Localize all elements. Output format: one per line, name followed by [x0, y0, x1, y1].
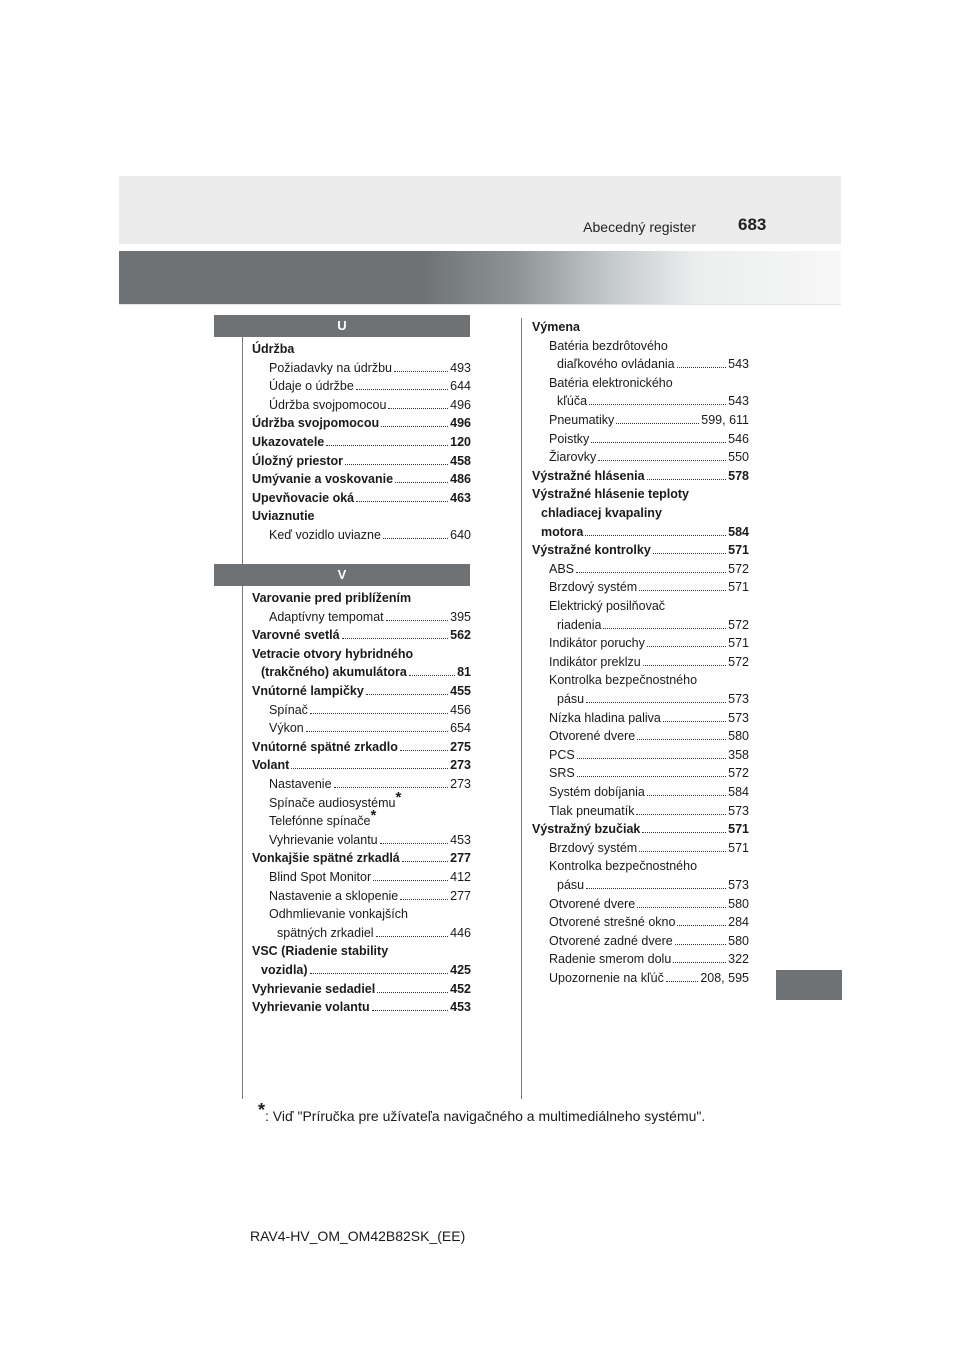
index-entry — [549, 430, 749, 448]
dot-leader — [642, 832, 726, 833]
entry-pages: 455 — [450, 684, 471, 698]
dot-leader — [380, 843, 449, 844]
dot-leader — [576, 572, 726, 573]
index-entry — [549, 802, 749, 820]
entry-label: Radenie smerom dolu — [549, 952, 672, 967]
index-entry — [549, 950, 749, 968]
index-entry — [549, 634, 749, 652]
dot-leader — [663, 721, 726, 722]
dot-leader — [637, 907, 726, 908]
index-entry — [269, 868, 471, 886]
dot-leader — [589, 404, 726, 405]
entry-pages: 452 — [450, 981, 471, 996]
entry-label: Otvorené zadné dvere — [549, 933, 673, 948]
entry-pages: 543 — [728, 394, 749, 409]
index-entry — [549, 337, 749, 355]
entry-pages: 208, 595 — [700, 971, 749, 985]
entry-pages: 573 — [728, 878, 749, 892]
entry-label: Výstražné hlásenia — [532, 468, 645, 483]
entry-pages: 277 — [450, 888, 471, 903]
entry-label: Vnútorné spätné zrkadlo — [252, 739, 398, 754]
index-entry — [252, 589, 471, 607]
index-entry — [252, 998, 471, 1016]
entry-label: Varovanie pred priblížením — [252, 591, 412, 605]
entry-pages: 571 — [728, 543, 749, 558]
entry-pages: 640 — [450, 528, 471, 542]
index-entry — [252, 980, 471, 998]
index-entry — [252, 470, 471, 488]
footnote-mark: * — [258, 1100, 266, 1120]
entry-pages: 486 — [450, 472, 471, 487]
entry-pages: 463 — [450, 490, 471, 505]
entry-pages: 284 — [728, 915, 749, 930]
entry-pages: 599, 611 — [701, 413, 749, 427]
footnote-star: * — [370, 807, 377, 825]
dot-leader — [677, 925, 726, 926]
index-entry — [269, 396, 471, 414]
entry-label: Indikátor preklzu — [549, 654, 641, 669]
index-entry — [269, 831, 471, 849]
index-entry — [549, 671, 749, 689]
index-entry — [252, 507, 471, 525]
dot-leader — [577, 758, 726, 759]
dot-leader — [636, 814, 726, 815]
index-entry — [252, 626, 471, 644]
entry-pages: 580 — [728, 729, 749, 744]
dot-leader — [598, 460, 726, 461]
index-entry — [269, 701, 471, 719]
document-code: RAV4-HV_OM_OM42B82SK_(EE) — [250, 1228, 466, 1244]
dot-leader — [345, 464, 448, 465]
index-entry — [269, 775, 471, 793]
index-entry — [549, 653, 749, 671]
entry-label: Indikátor poruchy — [549, 636, 645, 651]
column-divider — [521, 318, 522, 1099]
entry-label: Odhmlievanie vonkajších — [269, 907, 408, 922]
dot-leader — [643, 665, 726, 666]
index-entry — [549, 727, 749, 745]
entry-label: Údržba — [252, 342, 295, 356]
entry-label: Ukazovatele — [252, 435, 325, 449]
entry-label: Výmena — [532, 320, 580, 334]
dot-leader — [400, 750, 448, 751]
entry-pages: 573 — [728, 803, 749, 818]
index-entry — [557, 355, 749, 373]
index-entry — [252, 452, 471, 470]
dot-leader — [647, 479, 727, 480]
entry-pages: 412 — [450, 870, 471, 884]
entry-pages: 446 — [450, 925, 471, 940]
dot-leader — [639, 851, 726, 852]
index-entry — [549, 746, 749, 764]
index-entry — [549, 597, 749, 615]
entry-label: Blind Spot Monitor — [269, 870, 372, 884]
entry-pages: 120 — [450, 435, 471, 449]
entry-pages: 458 — [450, 453, 471, 468]
footnote — [258, 1100, 705, 1124]
index-entry — [557, 616, 749, 634]
entry-pages: 496 — [450, 397, 471, 412]
entry-label: VSC (Riadenie stability — [252, 944, 389, 959]
dot-leader — [356, 389, 448, 390]
entry-label: Pneumatiky — [549, 413, 615, 427]
entry-pages: 273 — [450, 758, 471, 773]
dot-leader — [677, 367, 727, 368]
entry-pages: 273 — [450, 777, 471, 791]
entry-pages: 358 — [728, 747, 749, 762]
gradient-bar — [119, 251, 841, 304]
entry-label: Výstražný bzučiak — [532, 822, 641, 837]
index-entry — [252, 645, 471, 663]
entry-pages: 578 — [728, 468, 749, 483]
dot-leader — [586, 702, 726, 703]
dot-leader — [326, 445, 448, 446]
dot-leader — [377, 992, 448, 993]
entry-label: Otvorené strešné okno — [549, 915, 676, 930]
entry-label: Úložný priestor — [252, 453, 343, 468]
entry-label: Kontrolka bezpečnostného — [549, 673, 698, 688]
entry-label: Nastavenie — [269, 777, 332, 791]
entry-label: Nastavenie a sklopenie — [269, 888, 399, 903]
entry-label: Žiarovky — [549, 450, 597, 465]
dot-leader — [306, 731, 448, 732]
entry-label: Vonkajšie spätné zrkadlá — [252, 851, 400, 866]
index-entry — [532, 541, 749, 559]
entry-pages: 550 — [728, 450, 749, 465]
index-entry — [252, 340, 471, 358]
entry-pages: 496 — [450, 416, 471, 431]
dot-leader — [647, 795, 726, 796]
entry-pages: 543 — [728, 357, 749, 372]
index-entry — [549, 839, 749, 857]
dot-leader — [666, 981, 699, 982]
dot-leader — [673, 962, 726, 963]
entry-label: Výstražné kontrolky — [532, 543, 651, 558]
dot-leader — [394, 371, 448, 372]
index-entry — [549, 411, 749, 429]
entry-label: Vyhrievanie sedadiel — [252, 981, 376, 996]
entry-pages: 453 — [450, 832, 471, 847]
index-entry — [269, 719, 471, 737]
entry-pages: 584 — [728, 524, 749, 539]
index-entry — [269, 905, 471, 923]
entry-label: Nízka hladina paliva — [549, 710, 661, 725]
index-entry — [557, 392, 749, 410]
entry-label: Systém dobíjania — [549, 785, 645, 799]
entry-label: Vetracie otvory hybridného — [252, 646, 414, 661]
entry-label: Upozornenie na kľúč — [549, 971, 664, 985]
index-entry — [269, 887, 471, 905]
entry-pages: 275 — [450, 739, 471, 754]
index-entry — [549, 560, 749, 578]
entry-label: Údržba svojpomocou — [252, 416, 380, 431]
dot-leader — [395, 482, 448, 483]
entry-label: Výstražné hlásenie teploty — [532, 487, 690, 502]
index-entry — [269, 807, 471, 830]
dot-leader — [402, 861, 448, 862]
index-entry — [549, 932, 749, 950]
page-number: 683 — [738, 215, 767, 234]
entry-label: chladiacej kvapaliny — [541, 506, 662, 520]
entry-label: Brzdový systém — [549, 580, 638, 595]
entry-label: Spínač — [269, 702, 308, 717]
dot-leader — [637, 739, 726, 740]
footnote-star: * — [395, 788, 402, 806]
index-entry — [549, 895, 749, 913]
index-entry — [532, 318, 749, 336]
index-entry — [549, 764, 749, 782]
dot-leader — [383, 538, 448, 539]
entry-label: Otvorené dvere — [549, 896, 636, 911]
entry-pages: 572 — [728, 617, 749, 632]
entry-label: Vyhrievanie volantu — [252, 1000, 370, 1015]
entry-label: Údržba svojpomocou — [269, 397, 387, 412]
entry-pages: 81 — [457, 665, 471, 680]
index-entry — [549, 448, 749, 466]
entry-pages: 425 — [450, 963, 471, 977]
dot-leader — [356, 501, 448, 502]
entry-label: Kontrolka bezpečnostného — [549, 859, 698, 874]
entry-label: Varovné svetlá — [252, 628, 340, 643]
index-entry — [252, 738, 471, 756]
index-entry — [252, 414, 471, 432]
dot-leader — [616, 423, 699, 424]
entry-pages: 584 — [728, 785, 749, 799]
entry-pages: 277 — [450, 851, 471, 866]
entry-pages: 573 — [728, 692, 749, 706]
index-entry — [541, 504, 749, 522]
dot-leader — [388, 408, 448, 409]
dot-leader — [366, 694, 448, 695]
dot-leader — [585, 535, 726, 536]
dot-leader — [376, 936, 449, 937]
entry-label: Adaptívny tempomat — [269, 609, 384, 624]
entry-label: Vnútorné lampičky — [252, 684, 364, 698]
index-entry — [269, 608, 471, 626]
entry-pages: 571 — [728, 822, 749, 837]
entry-label: Keď vozidlo uviazne — [269, 528, 381, 542]
letter-heading-u: U — [214, 315, 470, 337]
dot-leader — [386, 620, 448, 621]
dot-leader — [334, 787, 449, 788]
entry-label: Výkon — [269, 721, 304, 736]
dot-leader — [342, 638, 449, 639]
index-entry — [549, 783, 749, 801]
dot-leader — [591, 442, 726, 443]
index-entry — [557, 876, 749, 894]
header-rule — [119, 304, 841, 305]
entry-label: Uviaznutie — [252, 509, 315, 524]
entry-label: vozidla) — [261, 963, 308, 977]
index-entry — [252, 489, 471, 507]
entry-label: Poistky — [549, 431, 590, 446]
index-entry — [252, 849, 471, 867]
entry-label: motora — [541, 524, 584, 539]
dot-leader — [400, 899, 448, 900]
dot-leader — [675, 944, 726, 945]
entry-pages: 453 — [450, 1000, 471, 1015]
index-entry — [252, 942, 471, 960]
dot-leader — [409, 675, 455, 676]
dot-leader — [372, 1010, 449, 1011]
entry-label: pásu — [557, 692, 585, 706]
dot-leader — [639, 590, 726, 591]
entry-label: Otvorené dvere — [549, 729, 636, 744]
entry-label: Telefónne spínače — [269, 814, 371, 829]
index-entry — [277, 924, 471, 942]
entry-label: Upevňovacie oká — [252, 490, 355, 505]
section-title: Abecedný register — [583, 219, 696, 235]
index-entry — [549, 578, 749, 596]
entry-pages: 571 — [728, 840, 749, 855]
thumb-index-tab — [776, 970, 842, 1000]
entry-label: Umývanie a voskovanie — [252, 472, 394, 487]
entry-label: Batéria elektronického — [549, 375, 673, 390]
entry-pages: 493 — [450, 360, 471, 375]
dot-leader — [381, 426, 448, 427]
entry-label: SRS — [549, 766, 575, 781]
entry-label: riadenia — [557, 617, 602, 632]
entry-pages: 395 — [450, 609, 471, 624]
entry-label: Volant — [252, 758, 290, 773]
entry-label: Spínače audiosystému — [269, 795, 396, 810]
index-entry — [532, 467, 749, 485]
entry-label: Elektrický posilňovač — [549, 599, 666, 613]
index-entry — [549, 969, 749, 987]
entry-label: PCS — [549, 747, 575, 762]
entry-label: Tlak pneumatík — [549, 803, 635, 818]
entry-pages: 572 — [728, 654, 749, 669]
index-entry — [549, 913, 749, 931]
index-entry — [261, 663, 471, 681]
entry-label: Údaje o údržbe — [269, 379, 354, 394]
entry-label: Batéria bezdrôtového — [549, 338, 668, 353]
entry-label: Vyhrievanie volantu — [269, 832, 378, 847]
header-band — [119, 176, 841, 244]
index-entry — [252, 433, 471, 451]
entry-pages: 644 — [450, 379, 471, 394]
dot-leader — [310, 713, 448, 714]
entry-label: spätných zrkadiel — [277, 925, 374, 940]
index-entry — [269, 359, 471, 377]
index-entry — [549, 857, 749, 875]
entry-pages: 580 — [728, 896, 749, 911]
entry-pages: 572 — [728, 766, 749, 781]
index-entry — [541, 523, 749, 541]
entry-pages: 654 — [450, 721, 471, 736]
entry-pages: 571 — [728, 580, 749, 595]
entry-pages: 322 — [728, 952, 749, 967]
index-entry — [261, 961, 471, 979]
dot-leader — [603, 628, 726, 629]
dot-leader — [373, 880, 448, 881]
index-entry — [549, 374, 749, 392]
dot-leader — [577, 776, 726, 777]
entry-label: diaľkového ovládania — [557, 357, 675, 372]
entry-pages: 571 — [728, 636, 749, 651]
entry-pages: 572 — [728, 561, 749, 576]
dot-leader — [586, 888, 726, 889]
entry-label: Požiadavky na údržbu — [269, 360, 392, 375]
left-column-rule — [242, 318, 243, 1099]
index-entry — [269, 526, 471, 544]
entry-label: (trakčného) akumulátora — [261, 665, 407, 680]
letter-heading-v: V — [214, 564, 470, 586]
index-entry — [252, 682, 471, 700]
index-entry — [269, 377, 471, 395]
dot-leader — [653, 553, 726, 554]
entry-pages: 562 — [450, 628, 471, 643]
dot-leader — [291, 768, 448, 769]
entry-pages: 580 — [728, 933, 749, 948]
index-entry — [532, 820, 749, 838]
entry-label: kľúča — [557, 394, 588, 409]
footnote-text: : Viď "Príručka pre užívateľa navigačného a multimediálneho systému". — [265, 1108, 706, 1124]
dot-leader — [647, 646, 726, 647]
entry-pages: 456 — [450, 702, 471, 717]
entry-pages: 573 — [728, 710, 749, 725]
entry-label: Brzdový systém — [549, 840, 638, 855]
index-entry — [252, 756, 471, 774]
index-entry — [532, 485, 749, 503]
index-entry — [549, 709, 749, 727]
entry-label: ABS — [549, 561, 575, 576]
entry-pages: 546 — [728, 431, 749, 446]
dot-leader — [310, 973, 449, 974]
index-entry — [557, 690, 749, 708]
entry-label: pásu — [557, 878, 585, 892]
